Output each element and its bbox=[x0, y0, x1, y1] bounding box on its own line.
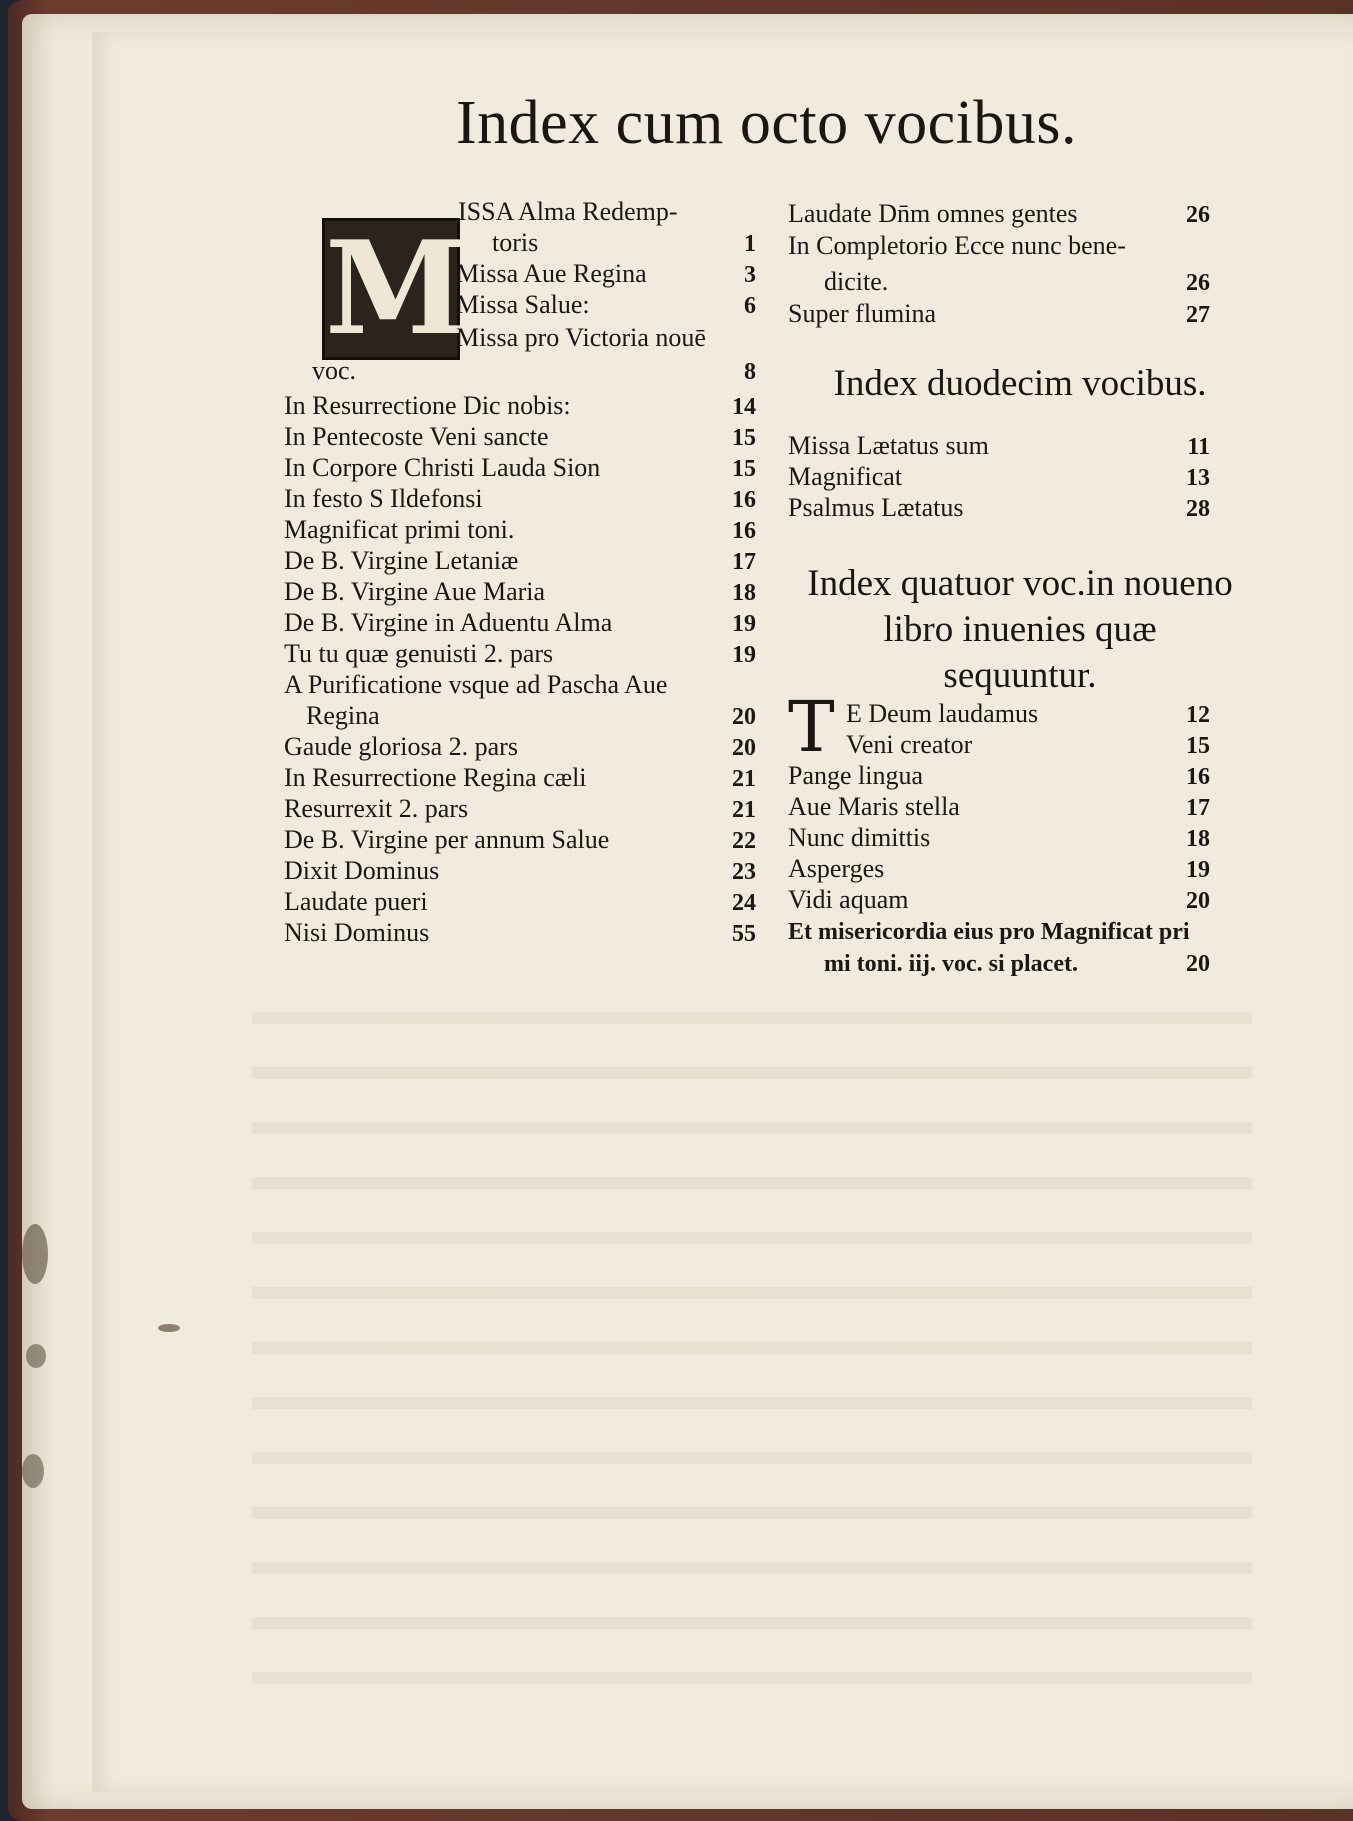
entry-title: Laudate Dn̄m omnes gentes bbox=[788, 199, 1078, 228]
entry-page: 16 bbox=[732, 487, 756, 513]
entry-title: Missa Lætatus sum bbox=[788, 431, 989, 460]
index-entry bbox=[788, 430, 1210, 462]
entry-page: 12 bbox=[1186, 702, 1210, 728]
entry-title: Psalmus Lætatus bbox=[788, 493, 964, 522]
entry-page: 23 bbox=[732, 859, 756, 885]
entry-page: 26 bbox=[1186, 270, 1210, 296]
entry-title: De B. Virgine Aue Maria bbox=[284, 577, 546, 606]
entry-page: 20 bbox=[1186, 888, 1210, 914]
entry-page: 15 bbox=[732, 425, 756, 451]
entry-title: Aue Maris stella bbox=[788, 792, 960, 821]
entry-title: Pange lingua bbox=[788, 761, 924, 790]
index-entry bbox=[788, 461, 1210, 493]
entry-title: De B. Virgine in Aduentu Alma bbox=[284, 608, 613, 637]
index-entry bbox=[788, 853, 1210, 885]
initial-letter: M bbox=[325, 214, 467, 364]
entry-title: Veni creator bbox=[846, 730, 973, 759]
entry-page: 19 bbox=[732, 642, 756, 668]
entry-title: Dixit Dominus bbox=[284, 856, 440, 885]
entry-page: 20 bbox=[732, 735, 756, 761]
entry-title: mi toni. iij. voc. si placet. bbox=[824, 951, 1078, 977]
entry-page: 13 bbox=[1186, 465, 1210, 491]
entry-page: 1 bbox=[744, 231, 756, 257]
entry-title: Missa pro Victoria nouē bbox=[456, 323, 706, 352]
section-heading: libro inuenies quæ bbox=[883, 609, 1157, 650]
decorated-initial: T bbox=[788, 686, 835, 768]
entry-page: 15 bbox=[1186, 733, 1210, 759]
index-entry bbox=[788, 822, 1210, 854]
index-entry bbox=[824, 266, 1210, 298]
entry-page: 18 bbox=[1186, 826, 1210, 852]
entry-page: 27 bbox=[1186, 302, 1210, 328]
entry-page: 18 bbox=[732, 580, 756, 606]
entry-page: 26 bbox=[1186, 202, 1210, 228]
index-entry bbox=[846, 729, 1210, 761]
entry-title: toris bbox=[492, 228, 539, 257]
entry-page: 16 bbox=[732, 518, 756, 544]
entry-title: Resurrexit 2. pars bbox=[284, 794, 469, 823]
entry-page: 8 bbox=[744, 359, 756, 385]
entry-title: Super flumina bbox=[788, 299, 937, 328]
entry-title: In Resurrectione Regina cæli bbox=[284, 763, 587, 792]
index-entry bbox=[824, 948, 1210, 980]
entry-title: Regina bbox=[306, 701, 380, 730]
entry-title: Missa Aue Regina bbox=[456, 259, 647, 288]
entry-page: 17 bbox=[1186, 795, 1210, 821]
entry-page: 22 bbox=[732, 828, 756, 854]
index-entry bbox=[788, 230, 1210, 262]
entry-title: In Resurrectione Dic nobis: bbox=[284, 391, 571, 420]
entry-title: Tu tu quæ genuisti 2. pars bbox=[284, 639, 554, 668]
entry-page: 17 bbox=[732, 549, 756, 575]
index-entry bbox=[788, 492, 1210, 524]
entry-title: Magnificat bbox=[788, 462, 903, 491]
section-heading: sequuntur. bbox=[943, 655, 1097, 696]
entry-title: In Completorio Ecce nunc bene- bbox=[788, 231, 1126, 260]
section-heading: Index quatuor voc.in noueno bbox=[807, 563, 1233, 604]
entry-title: E Deum laudamus bbox=[846, 699, 1039, 728]
index-entry bbox=[788, 198, 1210, 230]
entry-title: De B. Virgine per annum Salue bbox=[284, 825, 610, 854]
entry-title: voc. bbox=[312, 356, 357, 385]
entry-title: Gaude gloriosa 2. pars bbox=[284, 732, 518, 761]
entry-page: 21 bbox=[732, 766, 756, 792]
entry-page: 21 bbox=[732, 797, 756, 823]
entry-title: In Pentecoste Veni sancte bbox=[284, 422, 549, 451]
entry-page: 24 bbox=[732, 890, 756, 916]
index-entry bbox=[788, 916, 1258, 948]
entry-page: 20 bbox=[732, 704, 756, 730]
section-heading: Index duodecim vocibus. bbox=[833, 363, 1207, 404]
index-entry bbox=[788, 298, 1210, 330]
entry-page: 28 bbox=[1186, 496, 1210, 522]
entry-title: In Corpore Christi Lauda Sion bbox=[284, 453, 601, 482]
entry-title: Nunc dimittis bbox=[788, 823, 931, 852]
entry-page: 3 bbox=[744, 262, 756, 288]
entry-page: 20 bbox=[1186, 951, 1210, 977]
index-entry bbox=[788, 760, 1210, 792]
entry-title: Magnificat primi toni. bbox=[284, 515, 515, 544]
entry-page: 15 bbox=[732, 456, 756, 482]
entry-title: Vidi aquam bbox=[788, 885, 909, 914]
entry-title: Et misericordia eius pro Magnificat pri bbox=[788, 919, 1190, 945]
index-entry bbox=[846, 698, 1210, 730]
entry-page: 16 bbox=[1186, 764, 1210, 790]
page-title: Index cum octo vocibus. bbox=[456, 89, 1078, 157]
entry-title: ISSA Alma Redemp- bbox=[458, 197, 678, 226]
entry-title: Nisi Dominus bbox=[284, 918, 430, 947]
entry-page: 11 bbox=[1187, 434, 1210, 460]
entry-title: Missa Salue: bbox=[456, 290, 590, 319]
entry-title: In festo S Ildefonsi bbox=[284, 484, 483, 513]
entry-page: 19 bbox=[732, 611, 756, 637]
entry-page: 55 bbox=[732, 921, 756, 947]
entry-title: A Purificatione vsque ad Pascha Aue bbox=[284, 670, 668, 699]
entry-title: Laudate pueri bbox=[284, 887, 428, 916]
entry-page: 6 bbox=[744, 293, 756, 319]
entry-title: dicite. bbox=[824, 267, 889, 296]
entry-page: 19 bbox=[1186, 857, 1210, 883]
entry-page: 14 bbox=[732, 394, 756, 420]
entry-title: De B. Virgine Letaniæ bbox=[284, 546, 519, 575]
index-entry bbox=[788, 791, 1210, 823]
index-entry bbox=[788, 884, 1210, 916]
entry-title: Asperges bbox=[788, 854, 885, 883]
